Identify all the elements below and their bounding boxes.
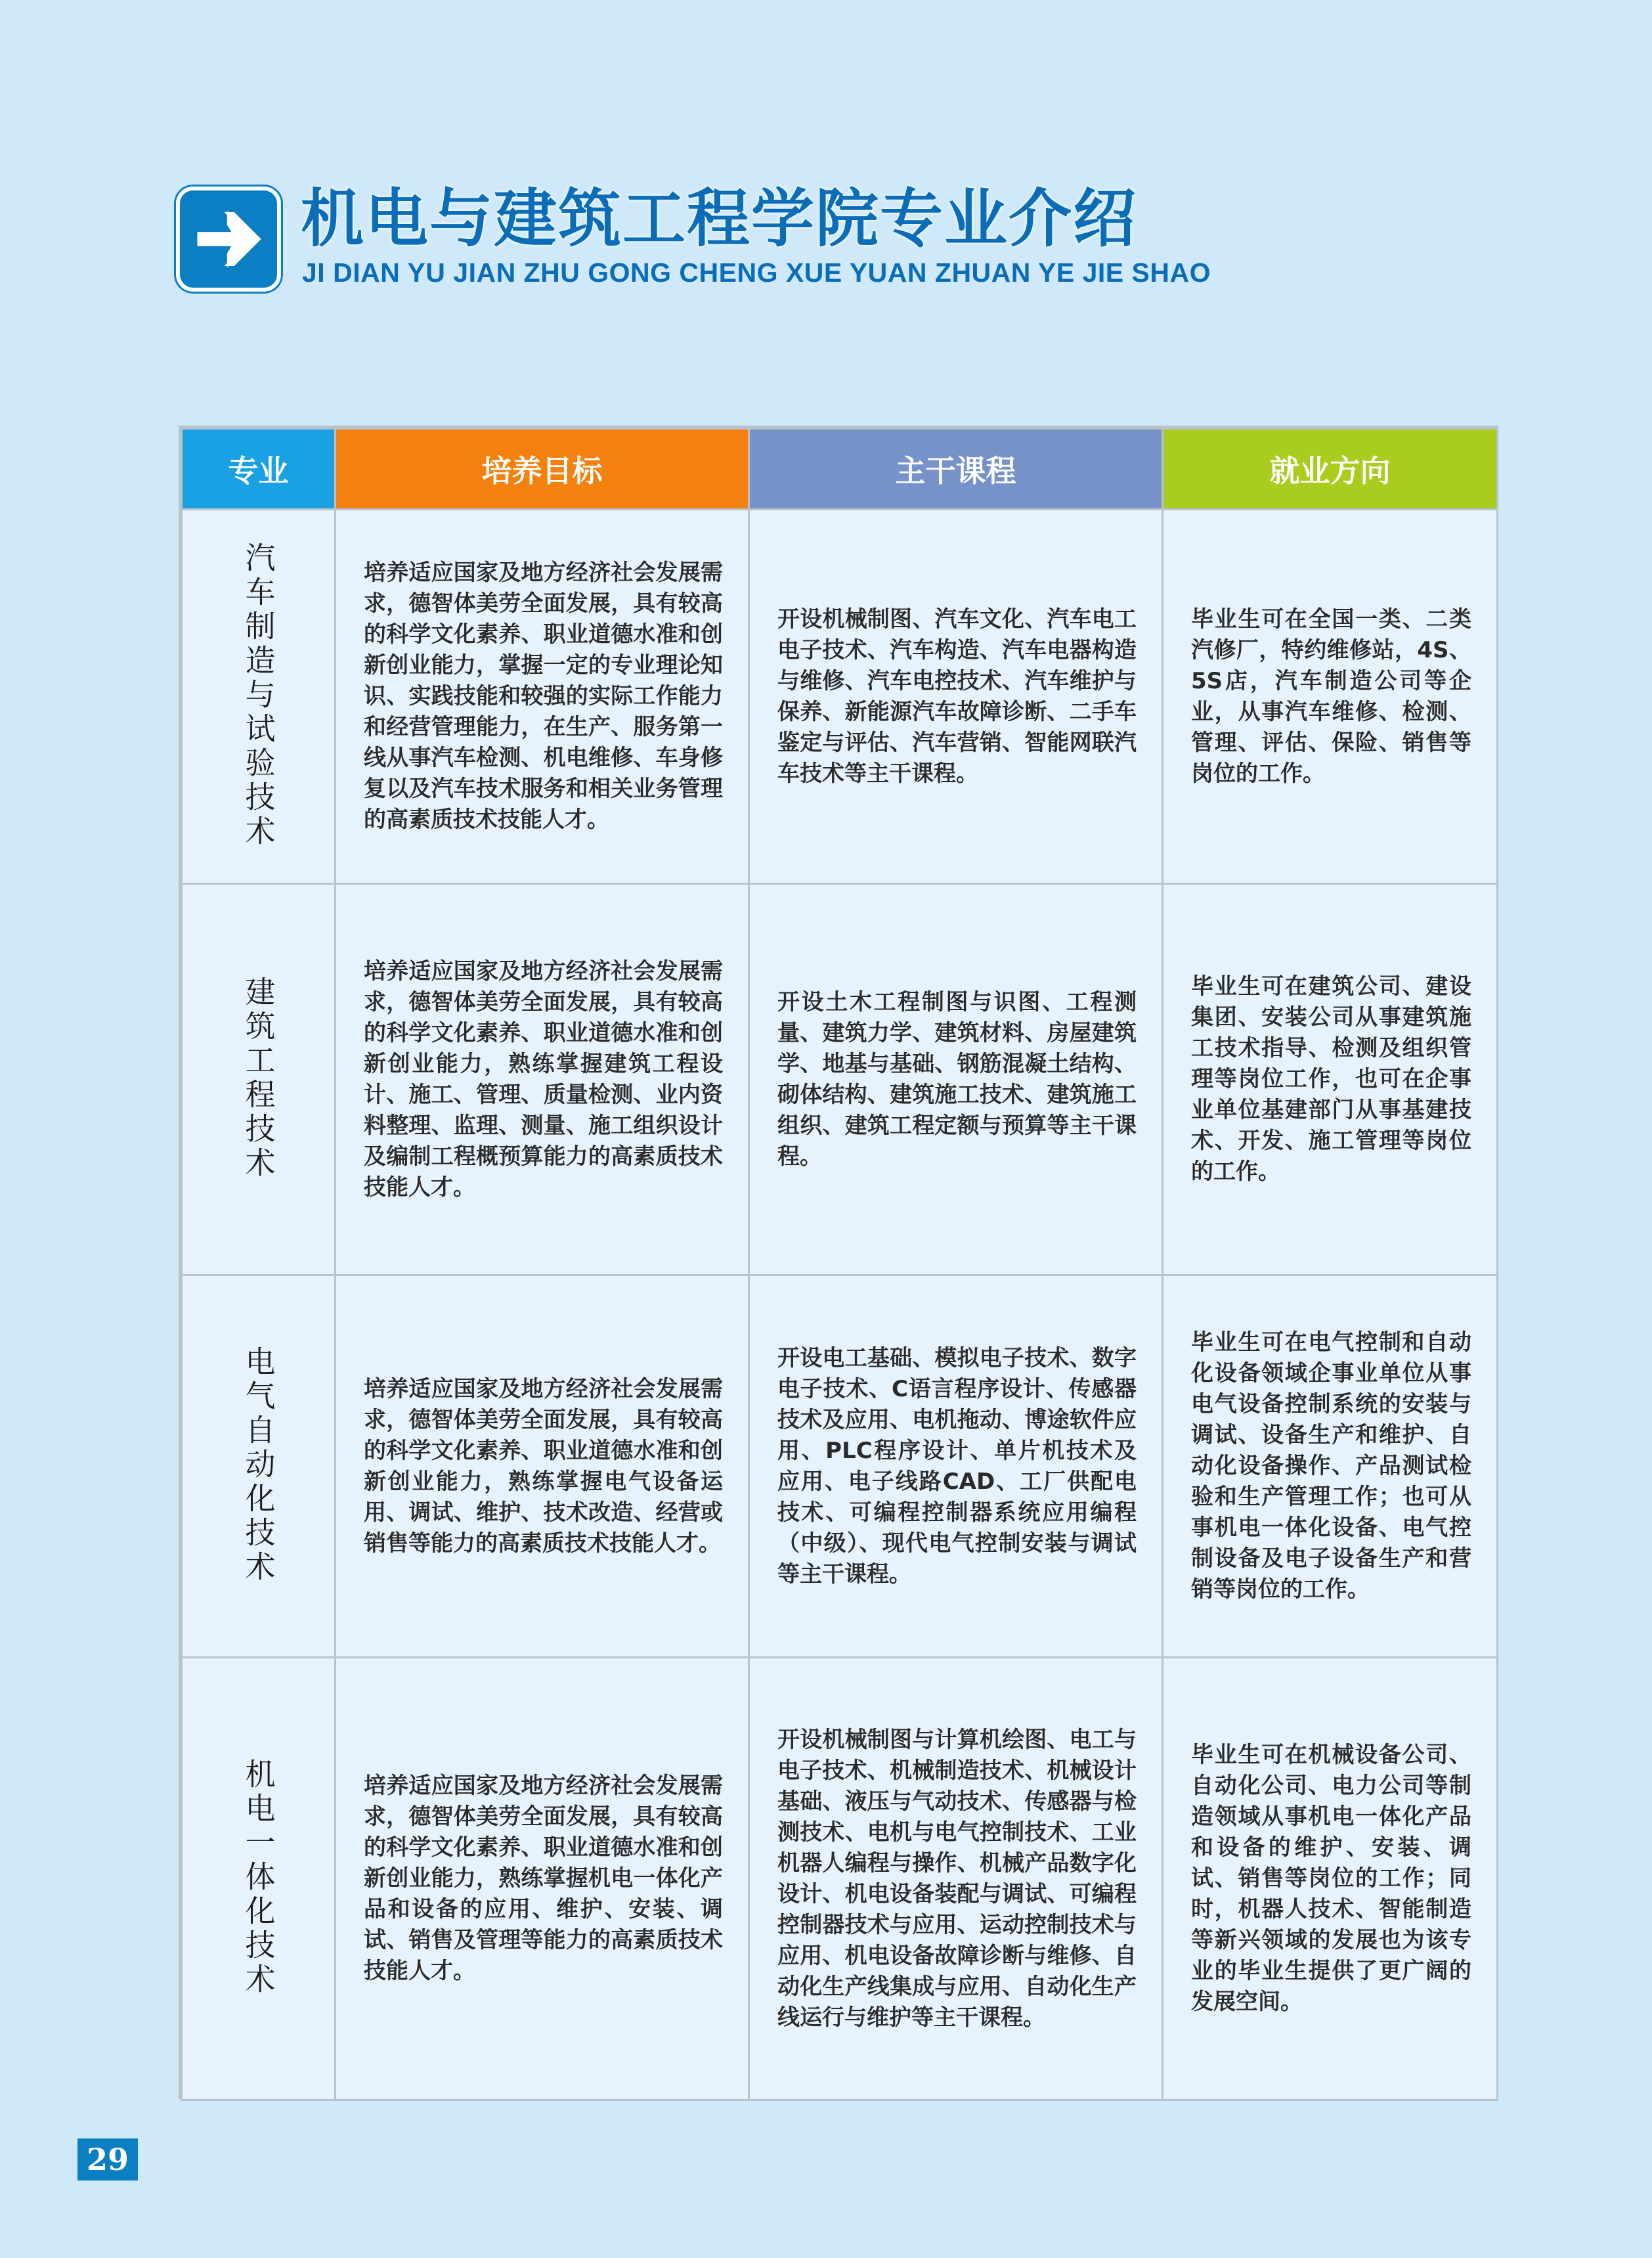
goal-cell — [336, 1275, 749, 1658]
table-row — [182, 884, 1498, 1275]
jobs-text: 毕业生可在建筑公司、建设集团、安装公司从事建筑施工技术指导、检测及组织管理等岗位工作，也可在企事业单位基建部门从事基建技术、开发、施工管理等岗位的工作。 — [1191, 973, 1471, 1185]
goal-text: 培养适应国家及地方经济社会发展需求，德智体美劳全面发展，具有较高的科学文化素养、职业道德水准和创新创业能力，熟练掌握电气设备运用、调试、维护、技术改造、经营或销售等能力的高素质技术技能人才。 — [364, 1375, 723, 1557]
courses-text: 开设电工基础、模拟电子技术、数字电子技术、C语言程序设计、传感器技术及应用、电机拖动、博途软件应用、PLC程序设计、单片机技术及应用、电子线路CAD、工厂供配电技术、可编程控制器系统应用编程（中级）、现代电气控制安装与调试等主干课程。 — [777, 1344, 1137, 1587]
jobs-cell — [1163, 510, 1498, 884]
jobs-text: 毕业生可在全国一类、二类汽修厂，特约维修站，4S、5S店，汽车制造公司等企业，从事汽车维修、检测、管理、评估、保险、销售等岗位的工作。 — [1191, 606, 1471, 787]
table-row — [182, 1275, 1498, 1658]
major-cell — [182, 884, 336, 1275]
goal-cell — [336, 884, 749, 1275]
goal-text: 培养适应国家及地方经济社会发展需求，德智体美劳全面发展，具有较高的科学文化素养、职业道德水准和创新创业能力，熟练掌握机电一体化产品和设备的应用、维护、安装、调试、销售及管理等能力的高素质技术技能人才。 — [364, 1773, 723, 1984]
jobs-text: 毕业生可在机械设备公司、自动化公司、电力公司等制造领域从事机电一体化产品和设备的维护、安装、调试、销售等岗位的工作；同时，机器人技术、智能制造等新兴领域的发展也为该专业的毕业生提供了更广阔的发展空间。 — [1191, 1742, 1471, 2015]
major-name: 汽车制造与试验技术 — [240, 541, 276, 849]
header-goal: 培养目标 — [336, 429, 749, 510]
goal-text: 培养适应国家及地方经济社会发展需求，德智体美劳全面发展，具有较高的科学文化素养、职业道德水准和创新创业能力，熟练掌握建筑工程设计、施工、管理、质量检测、业内资料整理、监理、测量、施工组织设计及编制工程概预算能力的高素质技术技能人才。 — [364, 958, 723, 1201]
major-cell — [182, 1658, 336, 2100]
header-major: 专业 — [182, 429, 336, 510]
jobs-text: 毕业生可在电气控制和自动化设备领域企事业单位从事电气设备控制系统的安装与调试、设备生产和维护、自动化设备操作、产品测试检验和生产管理工作；也可从事机电一体化设备、电气控制设备及电子设备生产和营销等岗位的工作。 — [1191, 1329, 1471, 1603]
major-name: 电气自动化技术 — [240, 1345, 276, 1585]
page-header — [176, 181, 1424, 292]
courses-cell — [749, 510, 1163, 884]
header-jobs: 就业方向 — [1163, 429, 1498, 510]
major-name: 建筑工程技术 — [240, 975, 276, 1181]
majors-table — [179, 426, 1498, 2099]
courses-cell — [749, 884, 1163, 1275]
courses-cell — [749, 1275, 1163, 1658]
table-header-row — [182, 429, 1498, 510]
jobs-cell — [1163, 1658, 1498, 2100]
major-cell — [182, 510, 336, 884]
courses-text: 开设机械制图、汽车文化、汽车电工电子技术、汽车构造、汽车电器构造与维修、汽车电控技术、汽车维护与保养、新能源汽车故障诊断、二手车鉴定与评估、汽车营销、智能网联汽车技术等主干课程。 — [777, 606, 1137, 787]
table-row — [182, 1658, 1498, 2100]
page-title-pinyin: JI DIAN YU JIAN ZHU GONG CHENG XUE YUAN ZHUAN YE JIE SHAO — [302, 257, 1211, 288]
courses-text: 开设土木工程制图与识图、工程测量、建筑力学、建筑材料、房屋建筑学、地基与基础、钢筋混凝土结构、砌体结构、建筑施工技术、建筑施工组织、建筑工程定额与预算等主干课程。 — [777, 988, 1137, 1170]
arrow-right-icon — [176, 187, 281, 292]
header-courses: 主干课程 — [749, 429, 1163, 510]
goal-cell — [336, 510, 749, 884]
goal-text: 培养适应国家及地方经济社会发展需求，德智体美劳全面发展，具有较高的科学文化素养、职业道德水准和创新创业能力，掌握一定的专业理论知识、实践技能和较强的实际工作能力和经营管理能力，在生产、服务第一线从事汽车检测、机电维修、车身修复以及汽车技术服务和相关业务管理的高素质技术技能人才。 — [364, 560, 723, 833]
courses-text: 开设机械制图与计算机绘图、电工与电子技术、机械制造技术、机械设计基础、液压与气动技术、传感器与检测技术、电机与电气控制技术、工业机器人编程与操作、机械产品数字化设计、机电设备装配与调试、可编程控制器技术与应用、运动控制技术与应用、机电设备故障诊断与维修、自动化生产线集成与应用、自动化生产线运行与维护等主干课程。 — [777, 1726, 1137, 2031]
major-name: 机电一体化技术 — [240, 1758, 276, 1997]
page-number: 29 — [77, 2138, 138, 2181]
courses-cell — [749, 1658, 1163, 2100]
jobs-cell — [1163, 1275, 1498, 1658]
jobs-cell — [1163, 884, 1498, 1275]
table-row — [182, 510, 1498, 884]
page-title: 机电与建筑工程学院专业介绍 — [301, 181, 1137, 255]
goal-cell — [336, 1658, 749, 2100]
major-cell — [182, 1275, 336, 1658]
